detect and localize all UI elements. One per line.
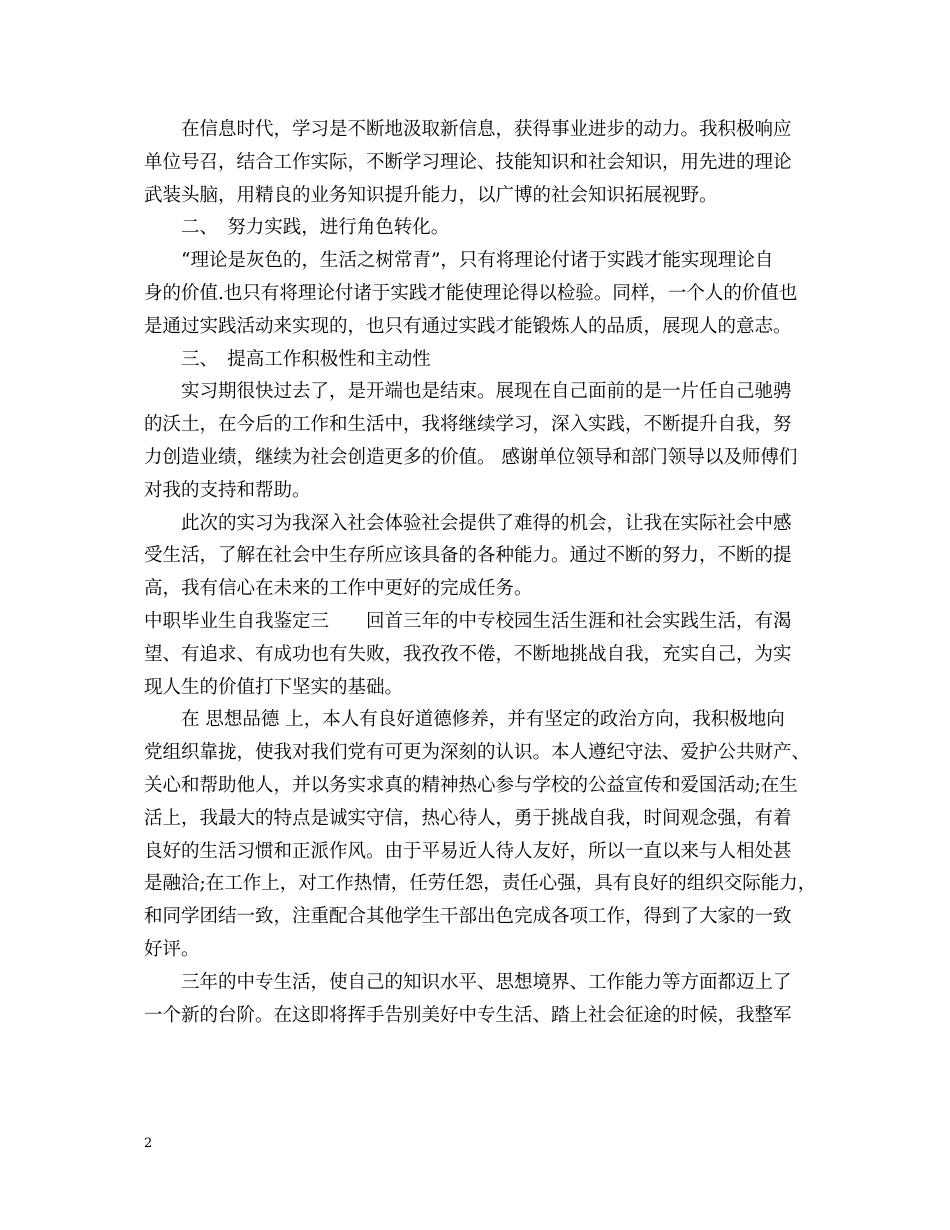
text-line: 的沃土，在今后的工作和生活中，我将继续学习，深入实践，不断提升自我，努 [144,414,792,436]
text-line: 力创造业绩，继续为社会创造更多的价值。 感谢单位领导和部门领导以及师傅们 [144,446,798,468]
text-line: 是通过实践活动来实现的，也只有通过实践才能锻炼人的品质，展现人的意志。 [144,315,792,337]
text-line: 一个新的台阶。在这即将挥手告别美好中专生活、踏上社会征途的时候，我整军 [144,1004,792,1026]
text-line: 此次的实习为我深入社会体验社会提供了难得的机会，让我在实际社会中感 [181,512,792,534]
text-line: 高，我有信心在未来的工作中更好的完成任务。 [144,578,533,600]
text-line: 对我的支持和帮助。 [144,479,311,501]
text-line: 良好的生活习惯和正派作风。由于平易近人待人友好，所以一直以来与人相处甚 [144,840,792,862]
text-line: 单位号召，结合工作实际，不断学习理论、技能知识和社会知识，用先进的理论 [144,151,792,173]
text-line: 好评。 [144,938,200,960]
text-line: 望、有追求、有成功也有失败，我孜孜不倦，不断地挑战自我，充实自己，为实 [144,643,792,665]
text-line: 是融洽;在工作上，对工作热情，任劳任怨，责任心强，具有良好的组织交际能力， [144,873,817,895]
text-line: 在 思想品德 上，本人有良好道德修养，并有坚定的政治方向，我积极地向 [181,709,785,731]
text-line: 受生活，了解在社会中生存所应该具备的各种能力。通过不断的努力，不断的提 [144,545,792,567]
text-line: 关心和帮助他人，并以务实求真的精神热心参与学校的公益宣传和爱国活动;在生 [144,774,798,796]
text-line: 三年的中专生活，使自己的知识水平、思想境界、工作能力等方面都迈上了 [181,971,792,993]
text-line: 活上，我最大的特点是诚实守信，热心待人，勇于挑战自我，时间观念强，有着 [144,807,792,829]
text-line: 身的价值.也只有将理论付诸于实践才能使理论得以检验。同样，一个人的价值也 [144,282,798,304]
text-line: 实习期很快过去了，是开端也是结束。展现在自己面前的是一片任自己驰骋 [181,381,792,403]
text-line: 党组织靠拢，使我对我们党有可更为深刻的认识。本人遵纪守法、爱护公共财产、 [144,742,811,764]
section-heading: 二、 努力实践，进行角色转化。 [181,217,450,239]
section-heading: 三、 提高工作积极性和主动性 [181,348,431,370]
text-line: 和同学团结一致，注重配合其他学生干部出色完成各项工作，得到了大家的一致 [144,906,792,928]
text-line: 现人生的价值打下坚实的基础。 [144,676,404,698]
text-line: “理论是灰色的，生活之树常青”，只有将理论付诸于实践才能实现理论自 [181,250,774,272]
text-line: 在信息时代，学习是不断地汲取新信息，获得事业进步的动力。我积极响应 [181,119,792,140]
text-line: 武装头脑，用精良的业务知识提升能力，以广博的社会知识拓展视野。 [144,184,718,206]
page-number: 2 [144,1136,153,1151]
text-line: 中职毕业生自我鉴定三 回首三年的中专校园生活生涯和社会实践生活，有渴 [144,610,792,632]
document-body [144,114,817,1032]
